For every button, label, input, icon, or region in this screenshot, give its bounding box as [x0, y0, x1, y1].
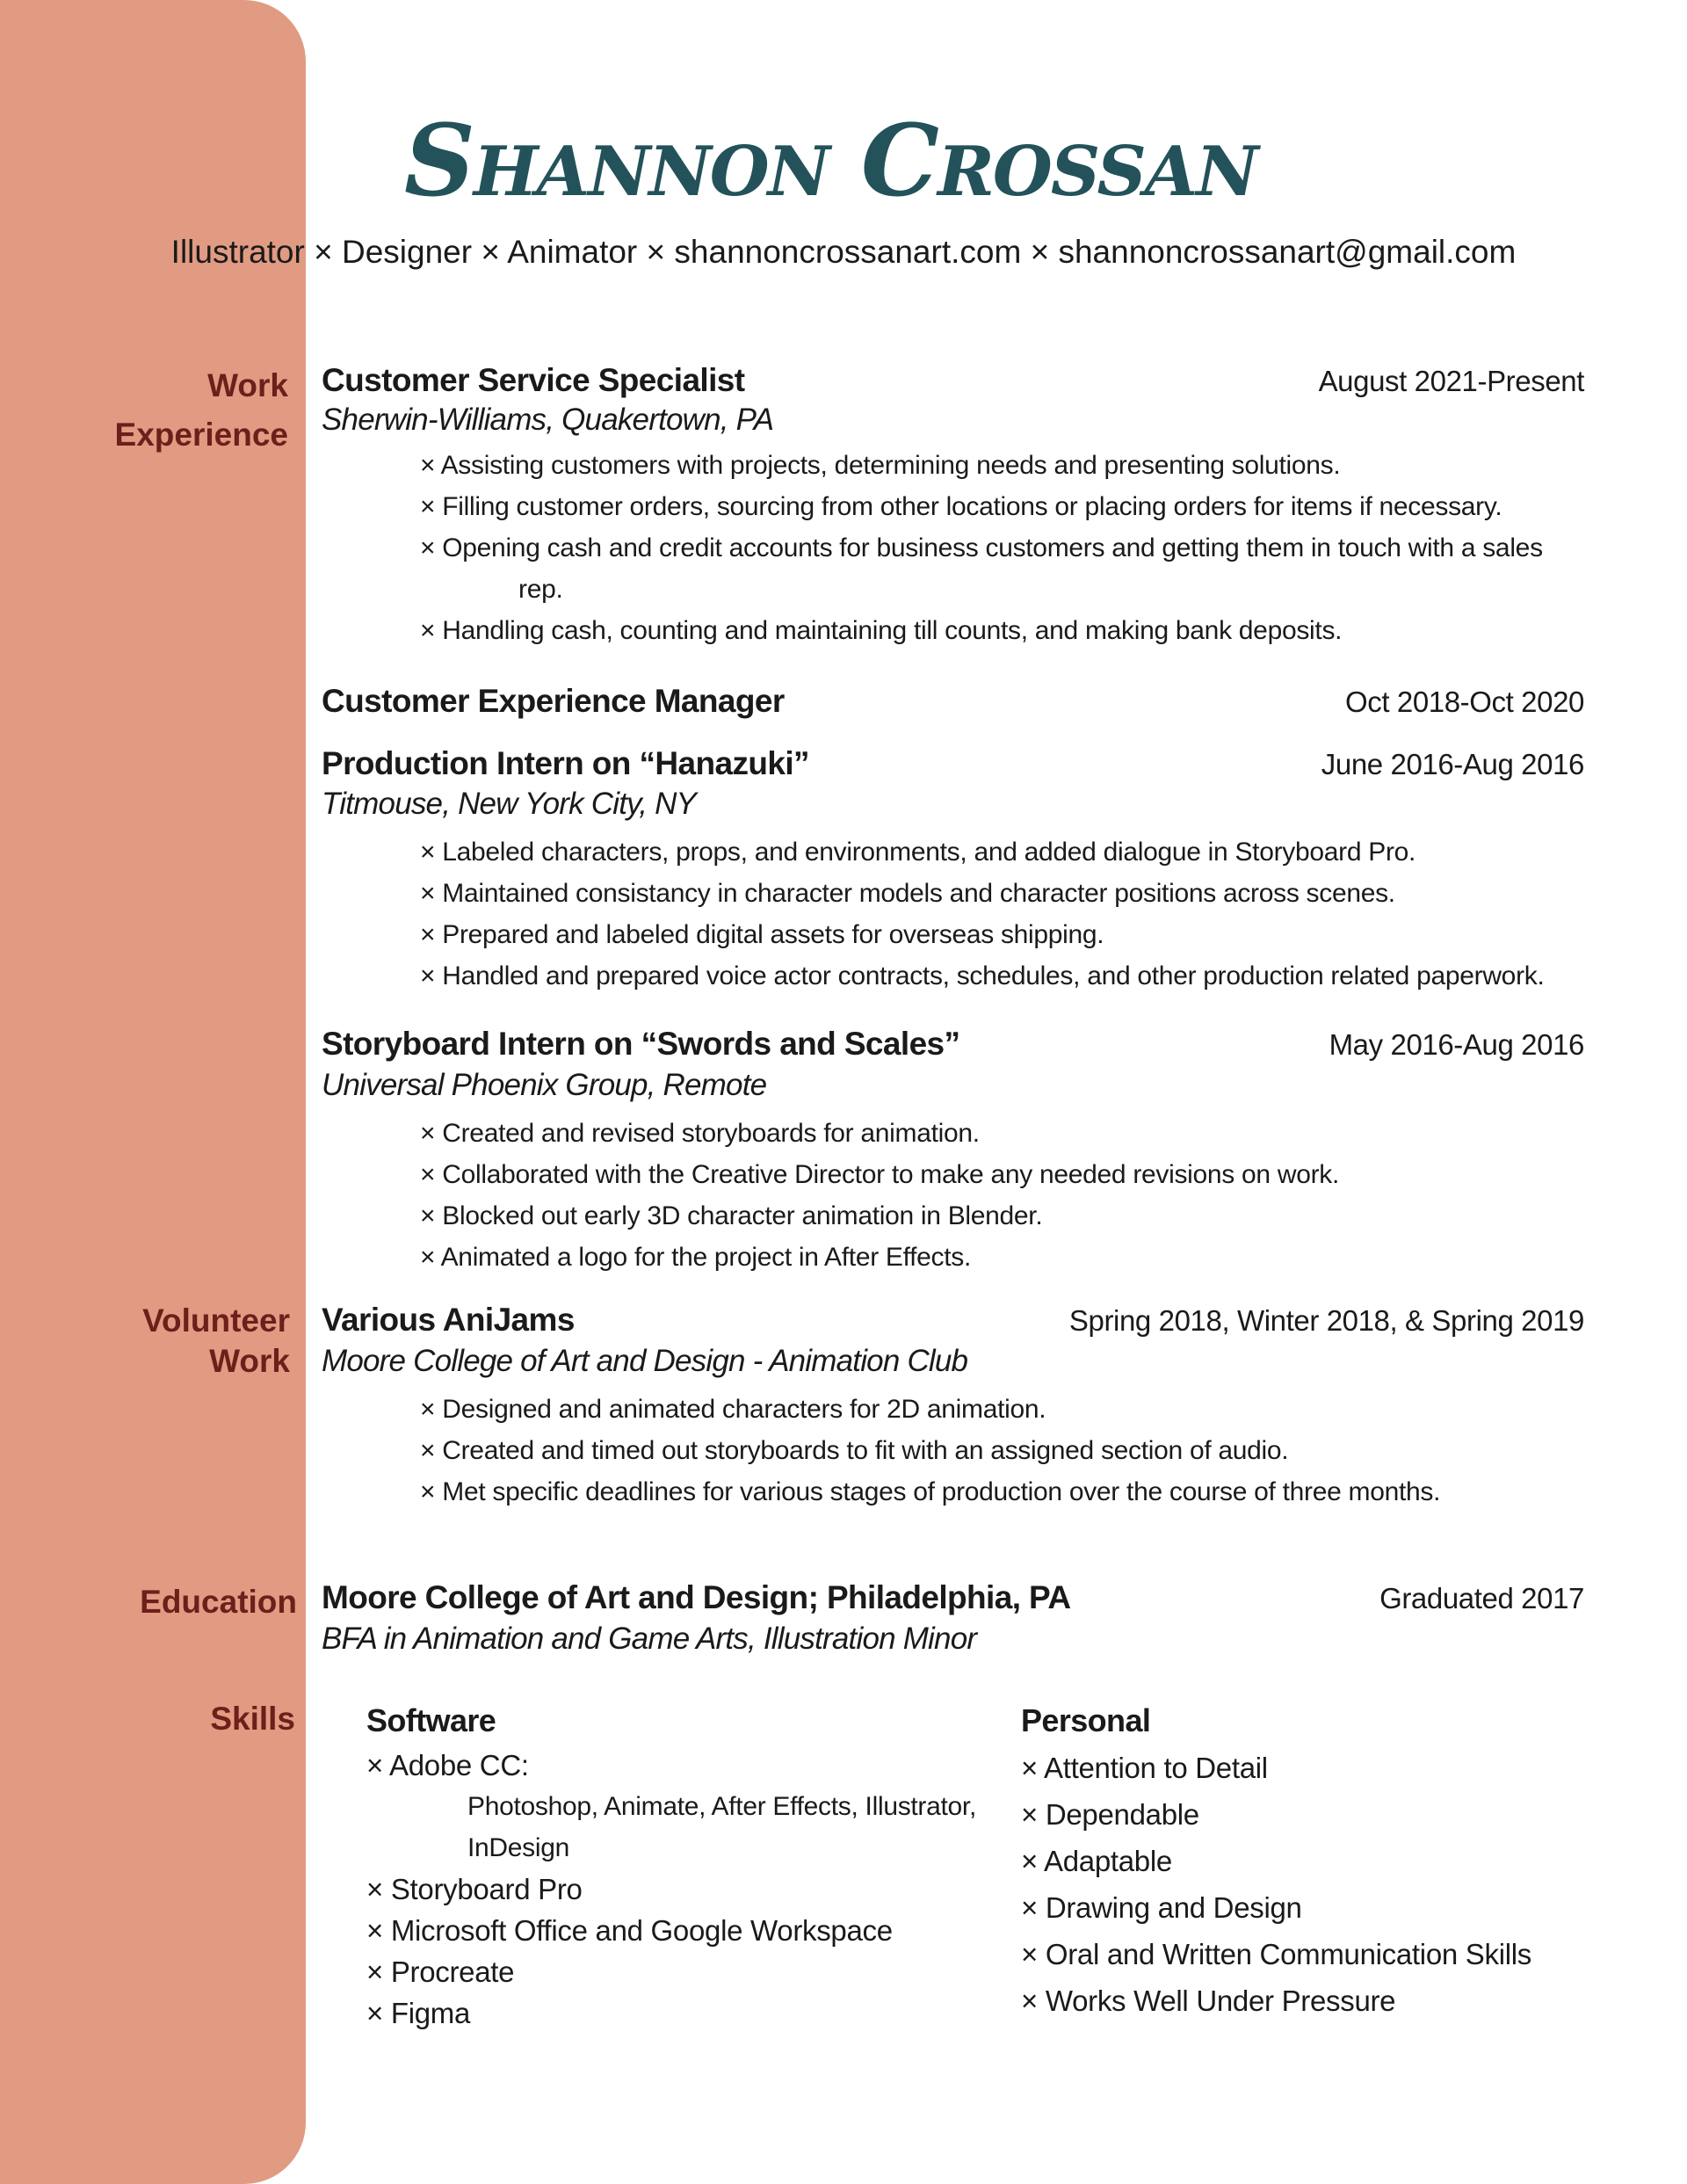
volunteer-bullet: × Met specific deadlines for various stages of production over the course of three months.	[420, 1477, 1441, 1506]
education-degree: BFA in Animation and Game Arts, Illustration Minor	[322, 1622, 977, 1656]
job-bullets	[420, 445, 1543, 651]
job-bullet: × Opening cash and credit accounts for business customers and getting them in touch with a sales	[420, 533, 1543, 562]
section-label-work-line1: Work	[207, 367, 288, 403]
education-school: Moore College of Art and Design; Philadelphia, PA	[322, 1579, 1071, 1615]
skills-personal-heading: Personal	[1021, 1702, 1151, 1738]
section-label-skills: Skills	[210, 1701, 295, 1737]
volunteer-bullet: × Designed and animated characters for 2D animation.	[420, 1395, 1046, 1424]
volunteer-header	[322, 1302, 1584, 1339]
volunteer-bullet: × Created and timed out storyboards to fit with an assigned section of audio.	[420, 1436, 1289, 1465]
skill-item: × Storyboard Pro	[366, 1873, 583, 1905]
job-title: Storyboard Intern on “Swords and Scales”	[322, 1026, 960, 1062]
skill-item: × Drawing and Design	[1021, 1891, 1302, 1924]
job-title: Production Intern on “Hanazuki”	[322, 745, 809, 781]
job-bullet: × Created and revised storyboards for animation.	[420, 1119, 980, 1148]
job-header	[322, 1026, 1584, 1063]
contact-tagline: Illustrator × Designer × Animator × shannoncrossanart.com × shannoncrossanart@gmail.com	[170, 234, 1517, 270]
job-title: Customer Service Specialist	[322, 362, 745, 398]
job-title: Customer Experience Manager	[322, 683, 785, 719]
section-label-volunteer	[142, 1301, 290, 1382]
job-bullet: × Filling customer orders, sourcing from other locations or placing orders for items if necessary.	[420, 492, 1502, 521]
volunteer-title: Various AniJams	[322, 1302, 575, 1338]
skills-software	[366, 1697, 976, 2034]
volunteer-date: Spring 2018, Winter 2018, & Spring 2019	[1068, 1304, 1584, 1337]
job-date: June 2016-Aug 2016	[1321, 748, 1584, 780]
job-bullets	[420, 1113, 1339, 1278]
section-label-work	[115, 361, 288, 460]
section-label-volunteer-line1: Volunteer	[142, 1302, 290, 1339]
section-label-volunteer-line2: Work	[209, 1343, 290, 1379]
skill-item: × Microsoft Office and Google Workspace	[366, 1914, 893, 1947]
skill-item: × Adobe CC:	[366, 1749, 529, 1781]
job-bullet: × Handled and prepared voice actor contracts, schedules, and other production related paperwork.	[420, 961, 1545, 990]
skill-item: × Works Well Under Pressure	[1021, 1984, 1396, 2017]
job-bullet: × Handling cash, counting and maintaining till counts, and making bank deposits.	[420, 616, 1343, 645]
job-org: Titmouse, New York City, NY	[322, 787, 697, 821]
job-date: May 2016-Aug 2016	[1329, 1028, 1584, 1061]
job-header	[322, 683, 1584, 720]
skill-item: × Adaptable	[1021, 1845, 1172, 1877]
skill-item: × Oral and Written Communication Skills	[1021, 1938, 1531, 1970]
section-label-education: Education	[140, 1584, 297, 1620]
job-bullet: × Prepared and labeled digital assets for overseas shipping.	[420, 920, 1104, 949]
job-bullet-continuation: rep.	[518, 575, 563, 604]
job-date: August 2021-Present	[1318, 365, 1584, 397]
job-date: Oct 2018-Oct 2020	[1344, 686, 1584, 718]
job-bullet: × Assisting customers with projects, determining needs and presenting solutions.	[420, 451, 1341, 480]
job-bullet: × Animated a logo for the project in After Effects.	[420, 1243, 972, 1272]
resume-name: Shannon Crossan	[404, 104, 1257, 219]
education-header	[322, 1579, 1584, 1616]
sidebar-band	[0, 0, 306, 2184]
job-header	[322, 362, 1584, 399]
job-bullet: × Labeled characters, props, and environments, and added dialogue in Storyboard Pro.	[420, 838, 1416, 867]
job-header	[322, 745, 1584, 782]
job-bullets	[420, 831, 1545, 997]
job-org: Universal Phoenix Group, Remote	[322, 1068, 767, 1102]
skill-subitem: Photoshop, Animate, After Effects, Illustrator,	[467, 1792, 977, 1821]
skill-item: × Attention to Detail	[1021, 1752, 1268, 1784]
skills-personal	[1021, 1697, 1531, 2024]
job-bullet: × Blocked out early 3D character animation in Blender.	[420, 1201, 1043, 1230]
section-label-work-line2: Experience	[114, 417, 288, 453]
volunteer-org: Moore College of Art and Design - Animation Club	[322, 1344, 968, 1378]
skill-item: × Dependable	[1021, 1798, 1199, 1831]
job-bullet: × Maintained consistancy in character models and character positions across scenes.	[420, 879, 1395, 908]
volunteer-bullets	[420, 1389, 1440, 1513]
skill-item: × Procreate	[366, 1955, 515, 1988]
education-date: Graduated 2017	[1379, 1582, 1584, 1614]
skill-item: × Figma	[366, 1997, 471, 2029]
skill-subitem: InDesign	[467, 1833, 570, 1862]
job-bullet: × Collaborated with the Creative Director to make any needed revisions on work.	[420, 1160, 1340, 1189]
skills-software-heading: Software	[366, 1702, 496, 1738]
job-org: Sherwin-Williams, Quakertown, PA	[322, 403, 774, 437]
